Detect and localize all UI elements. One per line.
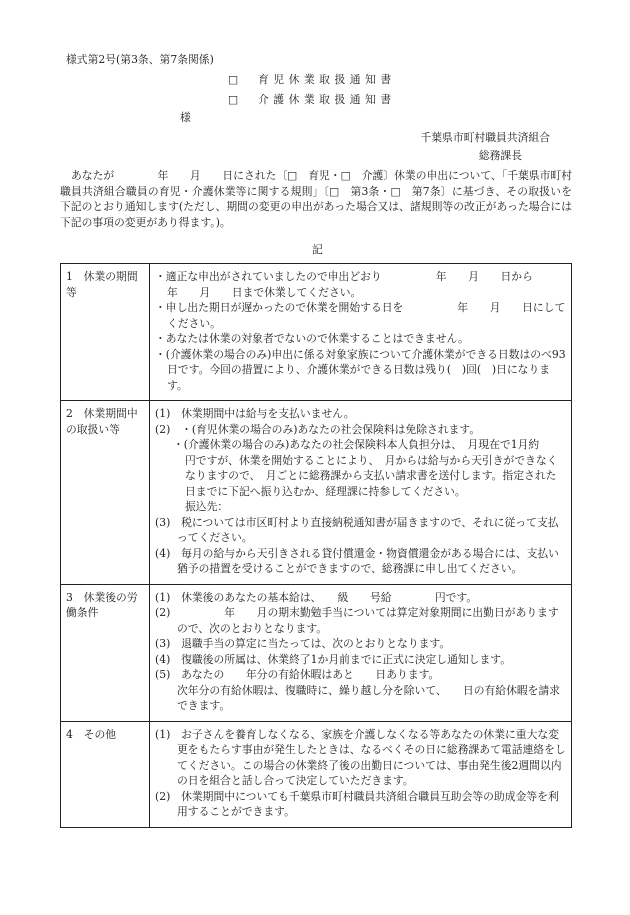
transfer-destination: 振込先：	[185, 500, 229, 513]
section-body-other	[150, 721, 572, 827]
issuer-department: 総務課長	[478, 148, 522, 162]
section-label-during-leave: 2 休業期間中の取扱い等	[61, 401, 150, 585]
period-line-3: ・あなたは休業の対象者でないので休業することはできません。	[155, 332, 469, 345]
after-item-5b: 次年分の有給休暇は、復職時に、繰り越し分を除いて、 日の有給休暇を請求できます。	[177, 683, 561, 712]
section-label-period: 1 休業の期間等	[61, 264, 150, 401]
after-item-4: (4) 復職後の所属は、休業終了1か月前までに正式に決定し通知します。	[155, 652, 511, 666]
period-line-2: ・申し出た期日が遅かったので休業を開始する日を 年 月 日にしてください。	[155, 301, 566, 330]
section-body-period	[150, 264, 587, 401]
section-label-after-leave: 3 休業後の労働条件	[61, 584, 150, 721]
after-item-1: (1) 休業後のあなたの基本給は、 級 号給 円です。	[155, 590, 478, 604]
during-item-3: (3) 税については市区町村より直接納税通知書が届きますので、それに従って支払ってください。	[155, 515, 559, 544]
during-item-2b: ・(介護休業の場合のみ)あなたの社会保険料本人負担分は、 月現在で1月約 円ですが、休業を開始することにより、 月からは給与から天引きができなくなりますので、 月ごとに総務課から支払い請求書を送付します。指定された日までに下記へ振り込むか、経理課に持参してください。	[173, 438, 572, 498]
intro-paragraph: あなたが 年 月 日にされた〔□ 育児・□ 介護〕休業の申出について、「千葉県市町村職員共済組合職員の育児・介護休業等に関する規則」〔□ 第3条・□ 第7条〕に基づき、その取扱いを下記のとおり通知します(ただし、期間の変更の申出があった場合又は、諸規則等の改正があった場合には下記の事項の変更があり得ます。)。	[60, 169, 572, 229]
section-row-other	[61, 721, 572, 827]
during-item-2a: (2) ・(育児休業の場合のみ)あなたの社会保険料は免除されます。	[155, 422, 481, 436]
section-row-after-leave	[61, 584, 572, 721]
title-nursing-leave: □ 介護休業取扱通知書	[228, 93, 396, 106]
other-item-1: (1) お子さんを養育しなくなる、家族を介護しなくなる等あなたの休業に重大な変更をもたらす事由が発生したときは、なるべくその日に総務課あて電話連絡をしてください。この場合の休業終了後の出勤日については、事由発生後2週間以内の日を組合と話し合って決定していただきます。	[155, 727, 566, 787]
ki-heading: 記	[312, 243, 323, 256]
during-item-4: (4) 毎月の給与から天引きされる貸付償還金・物資償還金がある場合には、支払い猶予の措置を受けることができますので、総務課に申し出てください。	[155, 546, 559, 575]
issuer-organization: 千葉県市町村職員共済組合	[420, 131, 550, 144]
form-number: 様式第2号(第3条、第7条関係)	[66, 53, 214, 66]
title-childcare-leave: □ 育児休業取扱通知書	[228, 73, 396, 86]
addressee: 様	[180, 111, 191, 124]
after-item-2: (2) 年 月の期末勤勉手当については算定対象期間に出勤日がありますので、次のとおりとなります。	[155, 606, 559, 635]
section-row-during-leave	[61, 401, 572, 585]
section-body-during-leave	[150, 401, 572, 585]
notice-table	[60, 263, 587, 828]
section-body-after-leave	[150, 584, 572, 721]
after-item-3: (3) 退職手当の算定に当たっては、次のとおりとなります。	[155, 637, 451, 650]
section-row-period	[61, 264, 572, 401]
other-item-2: (2) 休業期間中についても千葉県市町村職員共済組合職員互助会等の助成金等を利用することができます。	[155, 789, 559, 818]
period-line-4: ・(介護休業の場合のみ)申出に係る対象家族について介護休業ができる日数はのべ93日です。今回の措置により、介護休業ができる日数は残り( )回( )日になります。	[155, 347, 566, 392]
during-item-1: (1) 休業期間中は給与を支払いません。	[155, 407, 355, 420]
section-label-other: 4 その他	[61, 721, 150, 827]
issuer	[380, 130, 550, 163]
after-item-5: (5) あなたの 年分の有給休暇はあと 日あります。	[155, 668, 440, 681]
period-line-1: ・適正な申出がされていましたので申出どおり 年 月 日から 年 月 日まで休業してください。	[155, 270, 587, 299]
